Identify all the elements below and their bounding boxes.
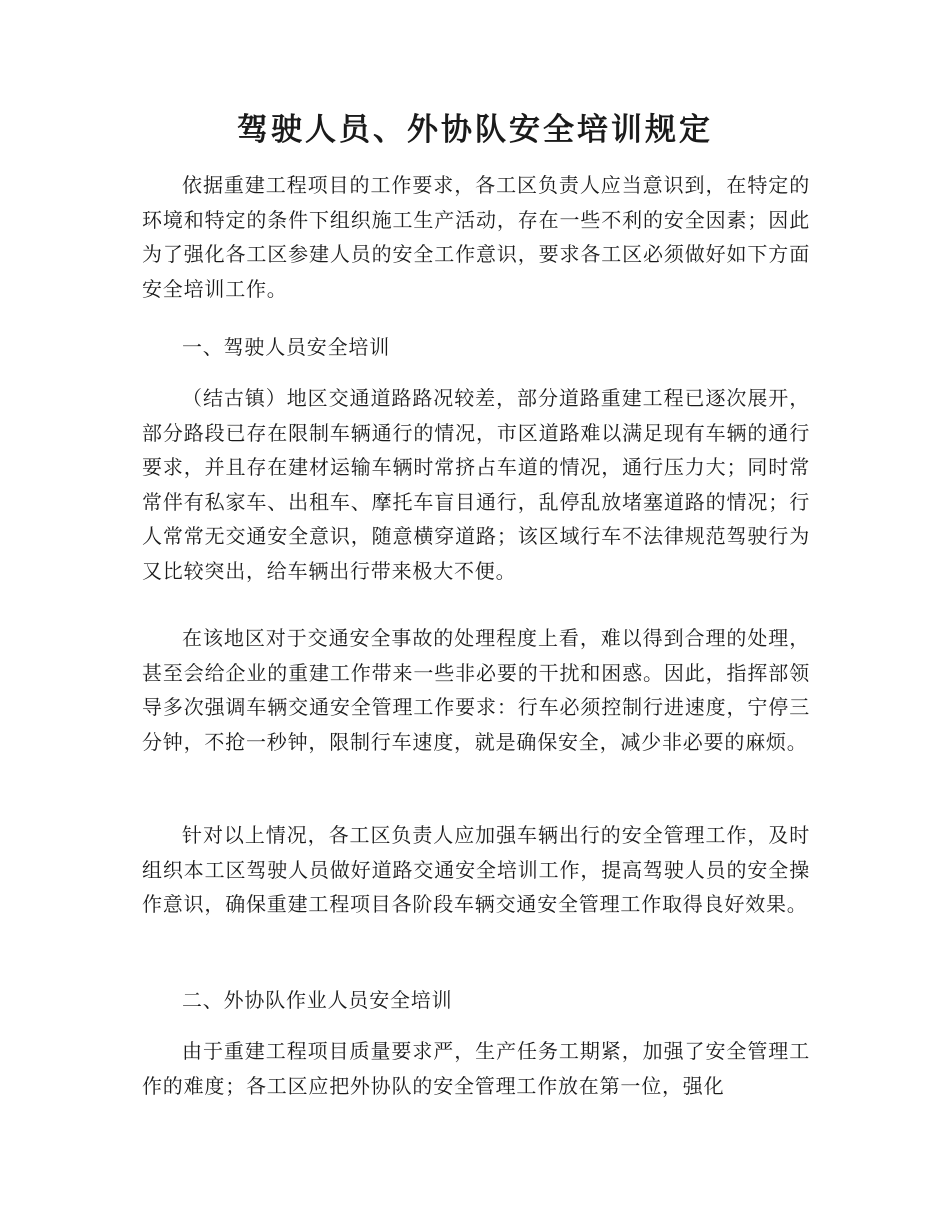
- section-1-paragraph-2: 在该地区对于交通安全事故的处理程度上看，难以得到合理的处理，甚至会给企业的重建工作带来一些非必要的干扰和困惑。因此，指挥部领导多次强调车辆交通安全管理工作要求：行车必须控制行进速度，宁停三分钟，不抢一秒钟，限制行车速度，就是确保安全，减少非必要的麻烦。: [142, 626, 810, 754]
- document-title: 驾驶人员、外协队安全培训规定: [237, 112, 713, 148]
- section-2-heading: 二、外协队作业人员安全培训: [182, 988, 453, 1012]
- intro-paragraph: 依据重建工程项目的工作要求，各工区负责人应当意识到，在特定的环境和特定的条件下组织施工生产活动，存在一些不利的安全因素；因此为了强化各工区参建人员的安全工作意识，要求各工区必须做好如下方面安全培训工作。: [142, 173, 810, 301]
- section-2-paragraph-1: 由于重建工程项目质量要求严，生产任务工期紧，加强了安全管理工作的难度；各工区应把外协队的安全管理工作放在第一位，强化: [142, 1039, 810, 1098]
- section-1-heading: 一、驾驶人员安全培训: [182, 335, 390, 359]
- section-1-paragraph-3: 针对以上情况，各工区负责人应加强车辆出行的安全管理工作，及时组织本工区驾驶人员做好道路交通安全培训工作，提高驾驶人员的安全操作意识，确保重建工程项目各阶段车辆交通安全管理工作取得良好效果。: [142, 823, 810, 916]
- section-1-paragraph-1: （结古镇）地区交通道路路况较差，部分道路重建工程已逐次展开，部分路段已存在限制车辆通行的情况，市区道路难以满足现有车辆的通行要求，并且存在建材运输车辆时常挤占车道的情况，通行压力大；同时常常伴有私家车、出租车、摩托车盲目通行，乱停乱放堵塞道路的情况；行人常常无交通安全意识，随意横穿道路；该区域行车不法律规范驾驶行为又比较突出，给车辆出行带来极大不便。: [142, 386, 810, 583]
